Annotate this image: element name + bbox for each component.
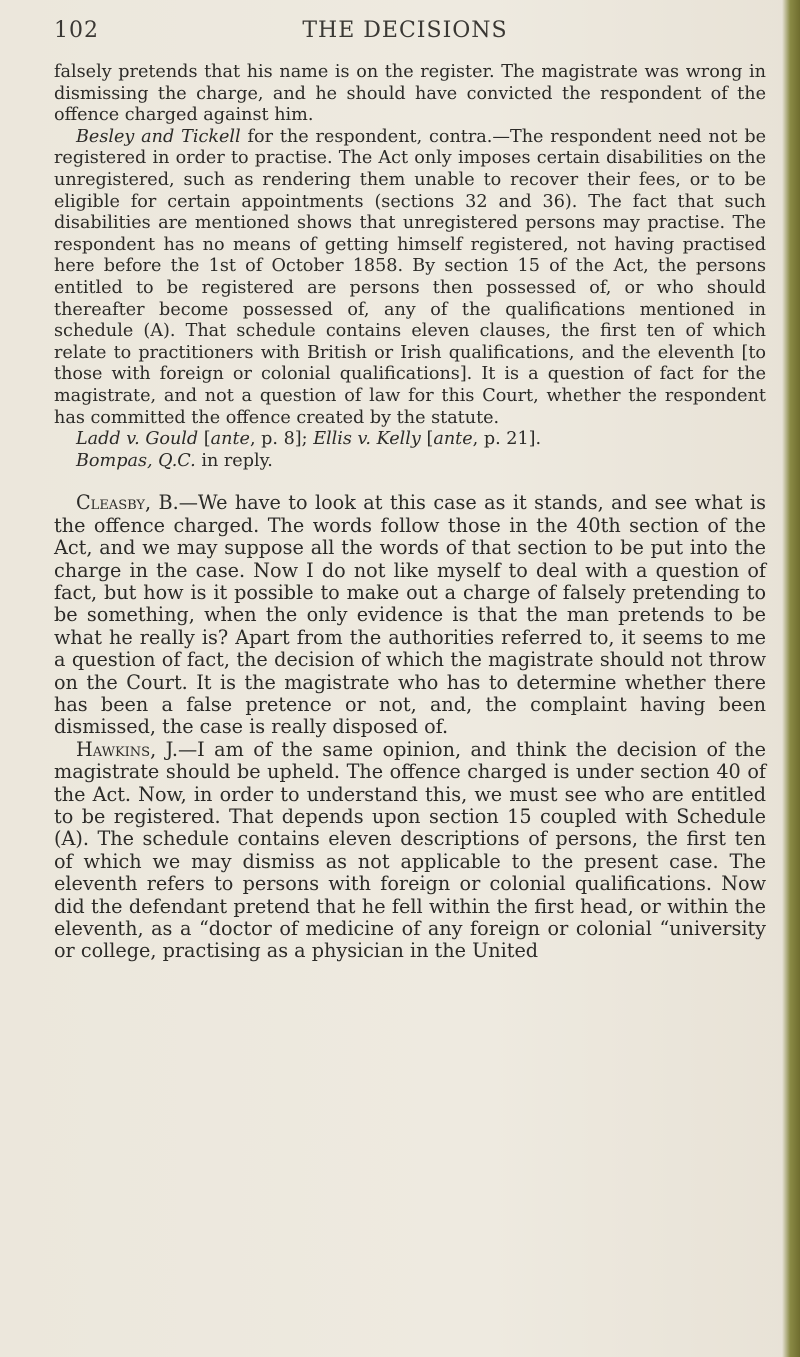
judgments-block [54,492,766,963]
paragraph-5 [54,492,766,738]
paragraph-4 [54,451,766,473]
page-body [54,62,766,963]
paragraph-3 [54,429,766,451]
judge-name-cleasby: Cleasby [76,491,146,515]
paragraph-2-text: for the respondent, contra.—The respondent need not be registered in order to practise. The Act only imposes certain disabilities on the unregistered, such as rendering them unable to recover their fees, or to be eligible for certain appointments (sections 32 and 36). The fact that such disabilities are mentioned shows that unregistered persons may practise. The respondent has no means of getting himself registered, not having practised here before the 1st of October 1858. By section 15 of the Act, the persons entitled to be registered are persons then possessed of, or who should thereafter become possessed of, any of the qualifications mentioned in schedule (A). That schedule contains eleven clauses, the first ten of which relate to practitioners with British or Irish qualifications, and the eleventh [to those with foreign or colonial qualifications]. It is a question of fact for the magistrate, and not a question of law for this Court, whether the respondent has committed the offence created by the statute. [54,126,766,428]
counsel-reply-name: Bompas, Q.C. [76,450,196,471]
ante-ref: ante [210,429,250,450]
citation-text: [ [198,429,211,450]
paragraph-4-text: in reply. [195,450,273,471]
citation-text: [ [420,429,434,450]
paragraph-1-text: falsely pretends that his name is on the register. The magistrate was wrong in dismissing the charge, and he should have convicted the respondent of the offence charged against him. [54,62,766,126]
case-citation-1: Ladd v. Gould [76,429,199,450]
page-number: 102 [54,18,99,43]
judge-name-hawkins: Hawkins [76,737,151,761]
running-title: THE DECISIONS [302,18,508,43]
ante-ref: ante [433,429,473,450]
counsel-names: Besley and Tickell [76,126,241,147]
case-citation-2: Ellis v. Kelly [313,429,421,450]
page-edge-shadow [782,0,800,1357]
page-header [54,18,756,46]
citation-text: , p. 8]; [249,429,314,450]
paragraph-2 [54,127,766,429]
paragraph-5-text: , B.—We have to look at this case as it stands, and see what is the offence charged. The words follow those in the 40th section of the Act, and we may suppose all the words of that section to be put into the charge in the case. Now I do not like myself to deal with a question of fact, but how is it possible to make out a charge of falsely pretending to be something, when the only evidence is that the man pretends to be what he really is? Apart from the authorities referred to, it seems to me a question of fact, the decision of which the magistrate should not throw on the Court. It is the magistrate who has to determine whether there has been a false pretence or not, and, the complaint having been dismissed, the case is really disposed of. [54,491,766,739]
paragraph-1 [54,62,766,127]
paragraph-6 [54,739,766,963]
paragraph-6-text: , J.—I am of the same opinion, and think the decision of the magistrate should be upheld. The offence charged is under section 40 of the Act. Now, in order to understand this, we must see who are entitled to be registered. That depends upon section 15 coupled with Schedule (A). The schedule contains eleven descriptions of persons, the first ten of which we may dismiss as not applicable to the present case. The eleventh refers to persons with foreign or colonial qualifications. Now did the defendant pretend that he fell within the first head, or within the eleventh, as a “doctor of medicine of any foreign or colonial “university or college, practising as a physician in the United [54,737,766,963]
citation-text: , p. 21]. [472,429,542,450]
